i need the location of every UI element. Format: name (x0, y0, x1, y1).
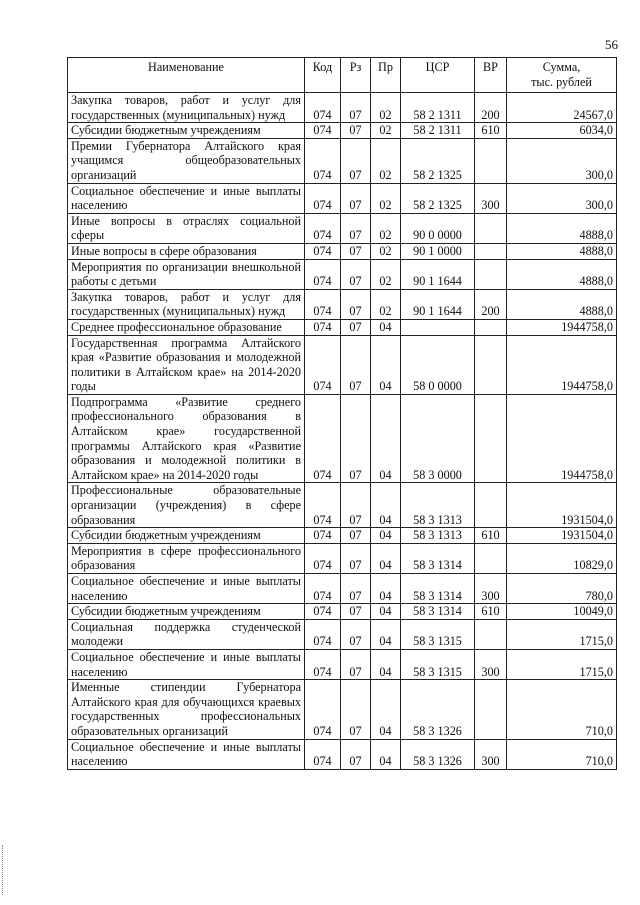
cell-rz: 07 (341, 680, 371, 739)
cell-code: 074 (305, 243, 341, 259)
table-row (68, 574, 617, 604)
table-row (68, 138, 617, 183)
table-row (68, 183, 617, 213)
cell-pr: 04 (371, 543, 401, 573)
cell-rz: 07 (341, 289, 371, 319)
cell-vr: 610 (475, 528, 507, 544)
cell-sum: 1944758,0 (507, 394, 617, 483)
cell-vr (475, 319, 507, 335)
table-row (68, 543, 617, 573)
cell-rz: 07 (341, 123, 371, 139)
cell-vr: 300 (475, 183, 507, 213)
cell-sum: 4888,0 (507, 243, 617, 259)
cell-csr: 90 1 0000 (401, 243, 475, 259)
cell-sum: 6034,0 (507, 123, 617, 139)
cell-rz: 07 (341, 619, 371, 649)
table-header-row (68, 58, 617, 93)
cell-sum: 1944758,0 (507, 335, 617, 394)
cell-rz: 07 (341, 243, 371, 259)
table-row (68, 93, 617, 123)
cell-pr: 04 (371, 319, 401, 335)
header-pr: Пр (371, 58, 401, 93)
cell-pr: 02 (371, 259, 401, 289)
cell-name: Закупка товаров, работ и услуг для государственных (муниципальных) нужд (68, 289, 305, 319)
cell-name: Государственная программа Алтайского края «Развитие образования и молодежной политики в Алтайском крае» на 2014-2020 годы (68, 335, 305, 394)
cell-sum: 780,0 (507, 574, 617, 604)
header-sum (507, 58, 617, 93)
cell-pr: 04 (371, 619, 401, 649)
table-row (68, 259, 617, 289)
cell-pr: 02 (371, 289, 401, 319)
cell-sum: 4888,0 (507, 259, 617, 289)
cell-vr: 610 (475, 604, 507, 620)
cell-code: 074 (305, 123, 341, 139)
header-name: Наименование (68, 58, 305, 93)
table-row (68, 289, 617, 319)
cell-pr: 02 (371, 213, 401, 243)
cell-sum: 24567,0 (507, 93, 617, 123)
header-rz: Рз (341, 58, 371, 93)
cell-sum: 710,0 (507, 680, 617, 739)
table-row (68, 394, 617, 483)
cell-code: 074 (305, 604, 341, 620)
cell-sum: 300,0 (507, 138, 617, 183)
cell-sum: 4888,0 (507, 289, 617, 319)
cell-rz: 07 (341, 93, 371, 123)
cell-csr: 58 3 1313 (401, 528, 475, 544)
cell-csr: 58 3 1315 (401, 649, 475, 679)
header-sum-line1: Сумма, (542, 60, 581, 74)
cell-pr: 04 (371, 483, 401, 528)
cell-rz: 07 (341, 335, 371, 394)
cell-csr: 58 2 1325 (401, 183, 475, 213)
cell-code: 074 (305, 138, 341, 183)
table-row (68, 528, 617, 544)
table-row (68, 649, 617, 679)
cell-vr (475, 138, 507, 183)
cell-code: 074 (305, 259, 341, 289)
cell-pr: 02 (371, 123, 401, 139)
cell-name: Социальная поддержка студенческой молодежи (68, 619, 305, 649)
cell-pr: 04 (371, 394, 401, 483)
cell-code: 074 (305, 213, 341, 243)
cell-name: Мероприятия в сфере профессионального образования (68, 543, 305, 573)
cell-code: 074 (305, 289, 341, 319)
table-row (68, 619, 617, 649)
table-row (68, 680, 617, 739)
cell-rz: 07 (341, 528, 371, 544)
cell-rz: 07 (341, 604, 371, 620)
cell-sum: 1931504,0 (507, 528, 617, 544)
cell-code: 074 (305, 319, 341, 335)
table-row (68, 335, 617, 394)
cell-csr: 58 3 1314 (401, 543, 475, 573)
cell-csr: 58 0 0000 (401, 335, 475, 394)
cell-csr: 58 3 0000 (401, 394, 475, 483)
page-number: 56 (605, 37, 618, 52)
table-row (68, 213, 617, 243)
cell-vr: 300 (475, 649, 507, 679)
cell-name: Социальное обеспечение и иные выплаты населению (68, 183, 305, 213)
cell-name: Субсидии бюджетным учреждениям (68, 123, 305, 139)
cell-pr: 04 (371, 574, 401, 604)
budget-table (67, 57, 617, 770)
table-row (68, 483, 617, 528)
cell-sum: 1715,0 (507, 649, 617, 679)
cell-name: Иные вопросы в сфере образования (68, 243, 305, 259)
cell-code: 074 (305, 183, 341, 213)
cell-code: 074 (305, 543, 341, 573)
cell-sum: 4888,0 (507, 213, 617, 243)
table-row (68, 739, 617, 769)
cell-vr: 610 (475, 123, 507, 139)
cell-vr (475, 259, 507, 289)
cell-pr: 02 (371, 138, 401, 183)
margin-marks (2, 845, 6, 895)
header-code: Код (305, 58, 341, 93)
cell-name: Иные вопросы в отраслях социальной сферы (68, 213, 305, 243)
cell-name: Среднее профессиональное образование (68, 319, 305, 335)
cell-sum: 710,0 (507, 739, 617, 769)
cell-code: 074 (305, 574, 341, 604)
cell-rz: 07 (341, 138, 371, 183)
cell-csr: 90 0 0000 (401, 213, 475, 243)
cell-code: 074 (305, 649, 341, 679)
cell-name: Именные стипендии Губернатора Алтайского края для обучающихся краевых государственных профессиональных образовательных организаций (68, 680, 305, 739)
cell-name: Социальное обеспечение и иные выплаты населению (68, 649, 305, 679)
cell-name: Премии Губернатора Алтайского края учащимся общеобразовательных организаций (68, 138, 305, 183)
cell-csr: 58 3 1314 (401, 574, 475, 604)
cell-vr (475, 680, 507, 739)
cell-code: 074 (305, 483, 341, 528)
cell-pr: 04 (371, 604, 401, 620)
cell-rz: 07 (341, 543, 371, 573)
cell-name: Социальное обеспечение и иные выплаты населению (68, 574, 305, 604)
cell-pr: 04 (371, 335, 401, 394)
cell-vr (475, 483, 507, 528)
cell-rz: 07 (341, 259, 371, 289)
cell-rz: 07 (341, 394, 371, 483)
cell-csr (401, 319, 475, 335)
cell-rz: 07 (341, 649, 371, 679)
cell-rz: 07 (341, 183, 371, 213)
cell-sum: 1715,0 (507, 619, 617, 649)
table-row (68, 123, 617, 139)
cell-code: 074 (305, 335, 341, 394)
cell-csr: 90 1 1644 (401, 289, 475, 319)
cell-pr: 02 (371, 93, 401, 123)
header-sum-line2: тыс. рублей (531, 74, 592, 89)
cell-vr (475, 213, 507, 243)
table-row (68, 604, 617, 620)
cell-vr (475, 619, 507, 649)
cell-name: Профессиональные образовательные организации (учреждения) в сфере образования (68, 483, 305, 528)
cell-vr (475, 543, 507, 573)
header-vr: ВР (475, 58, 507, 93)
cell-rz: 07 (341, 483, 371, 528)
cell-csr: 58 2 1311 (401, 123, 475, 139)
cell-vr (475, 394, 507, 483)
cell-code: 074 (305, 394, 341, 483)
cell-csr: 58 3 1315 (401, 619, 475, 649)
cell-code: 074 (305, 680, 341, 739)
cell-vr: 200 (475, 93, 507, 123)
cell-sum: 10049,0 (507, 604, 617, 620)
cell-sum: 300,0 (507, 183, 617, 213)
cell-csr: 58 3 1313 (401, 483, 475, 528)
cell-rz: 07 (341, 319, 371, 335)
cell-pr: 04 (371, 528, 401, 544)
cell-vr: 200 (475, 289, 507, 319)
cell-csr: 58 3 1326 (401, 739, 475, 769)
cell-rz: 07 (341, 213, 371, 243)
table-row (68, 243, 617, 259)
cell-name: Субсидии бюджетным учреждениям (68, 604, 305, 620)
cell-csr: 58 3 1314 (401, 604, 475, 620)
cell-csr: 58 2 1325 (401, 138, 475, 183)
cell-pr: 04 (371, 739, 401, 769)
cell-code: 074 (305, 739, 341, 769)
cell-sum: 1931504,0 (507, 483, 617, 528)
cell-sum: 10829,0 (507, 543, 617, 573)
cell-pr: 02 (371, 243, 401, 259)
cell-name: Подпрограмма «Развитие среднего профессионального образования в Алтайском крае» государственной программы Алтайского края «Развитие образования и молодежной политики в Алтайском крае» на 2014-2020 годы (68, 394, 305, 483)
cell-name: Мероприятия по организации внешкольной работы с детьми (68, 259, 305, 289)
table-row (68, 319, 617, 335)
cell-csr: 58 2 1311 (401, 93, 475, 123)
cell-pr: 04 (371, 649, 401, 679)
cell-rz: 07 (341, 739, 371, 769)
cell-vr (475, 335, 507, 394)
cell-name: Закупка товаров, работ и услуг для государственных (муниципальных) нужд (68, 93, 305, 123)
cell-vr: 300 (475, 739, 507, 769)
cell-pr: 02 (371, 183, 401, 213)
cell-sum: 1944758,0 (507, 319, 617, 335)
cell-pr: 04 (371, 680, 401, 739)
cell-name: Социальное обеспечение и иные выплаты населению (68, 739, 305, 769)
cell-csr: 58 3 1326 (401, 680, 475, 739)
cell-code: 074 (305, 619, 341, 649)
cell-code: 074 (305, 528, 341, 544)
cell-vr: 300 (475, 574, 507, 604)
cell-name: Субсидии бюджетным учреждениям (68, 528, 305, 544)
header-csr: ЦСР (401, 58, 475, 93)
cell-rz: 07 (341, 574, 371, 604)
cell-vr (475, 243, 507, 259)
cell-csr: 90 1 1644 (401, 259, 475, 289)
cell-code: 074 (305, 93, 341, 123)
